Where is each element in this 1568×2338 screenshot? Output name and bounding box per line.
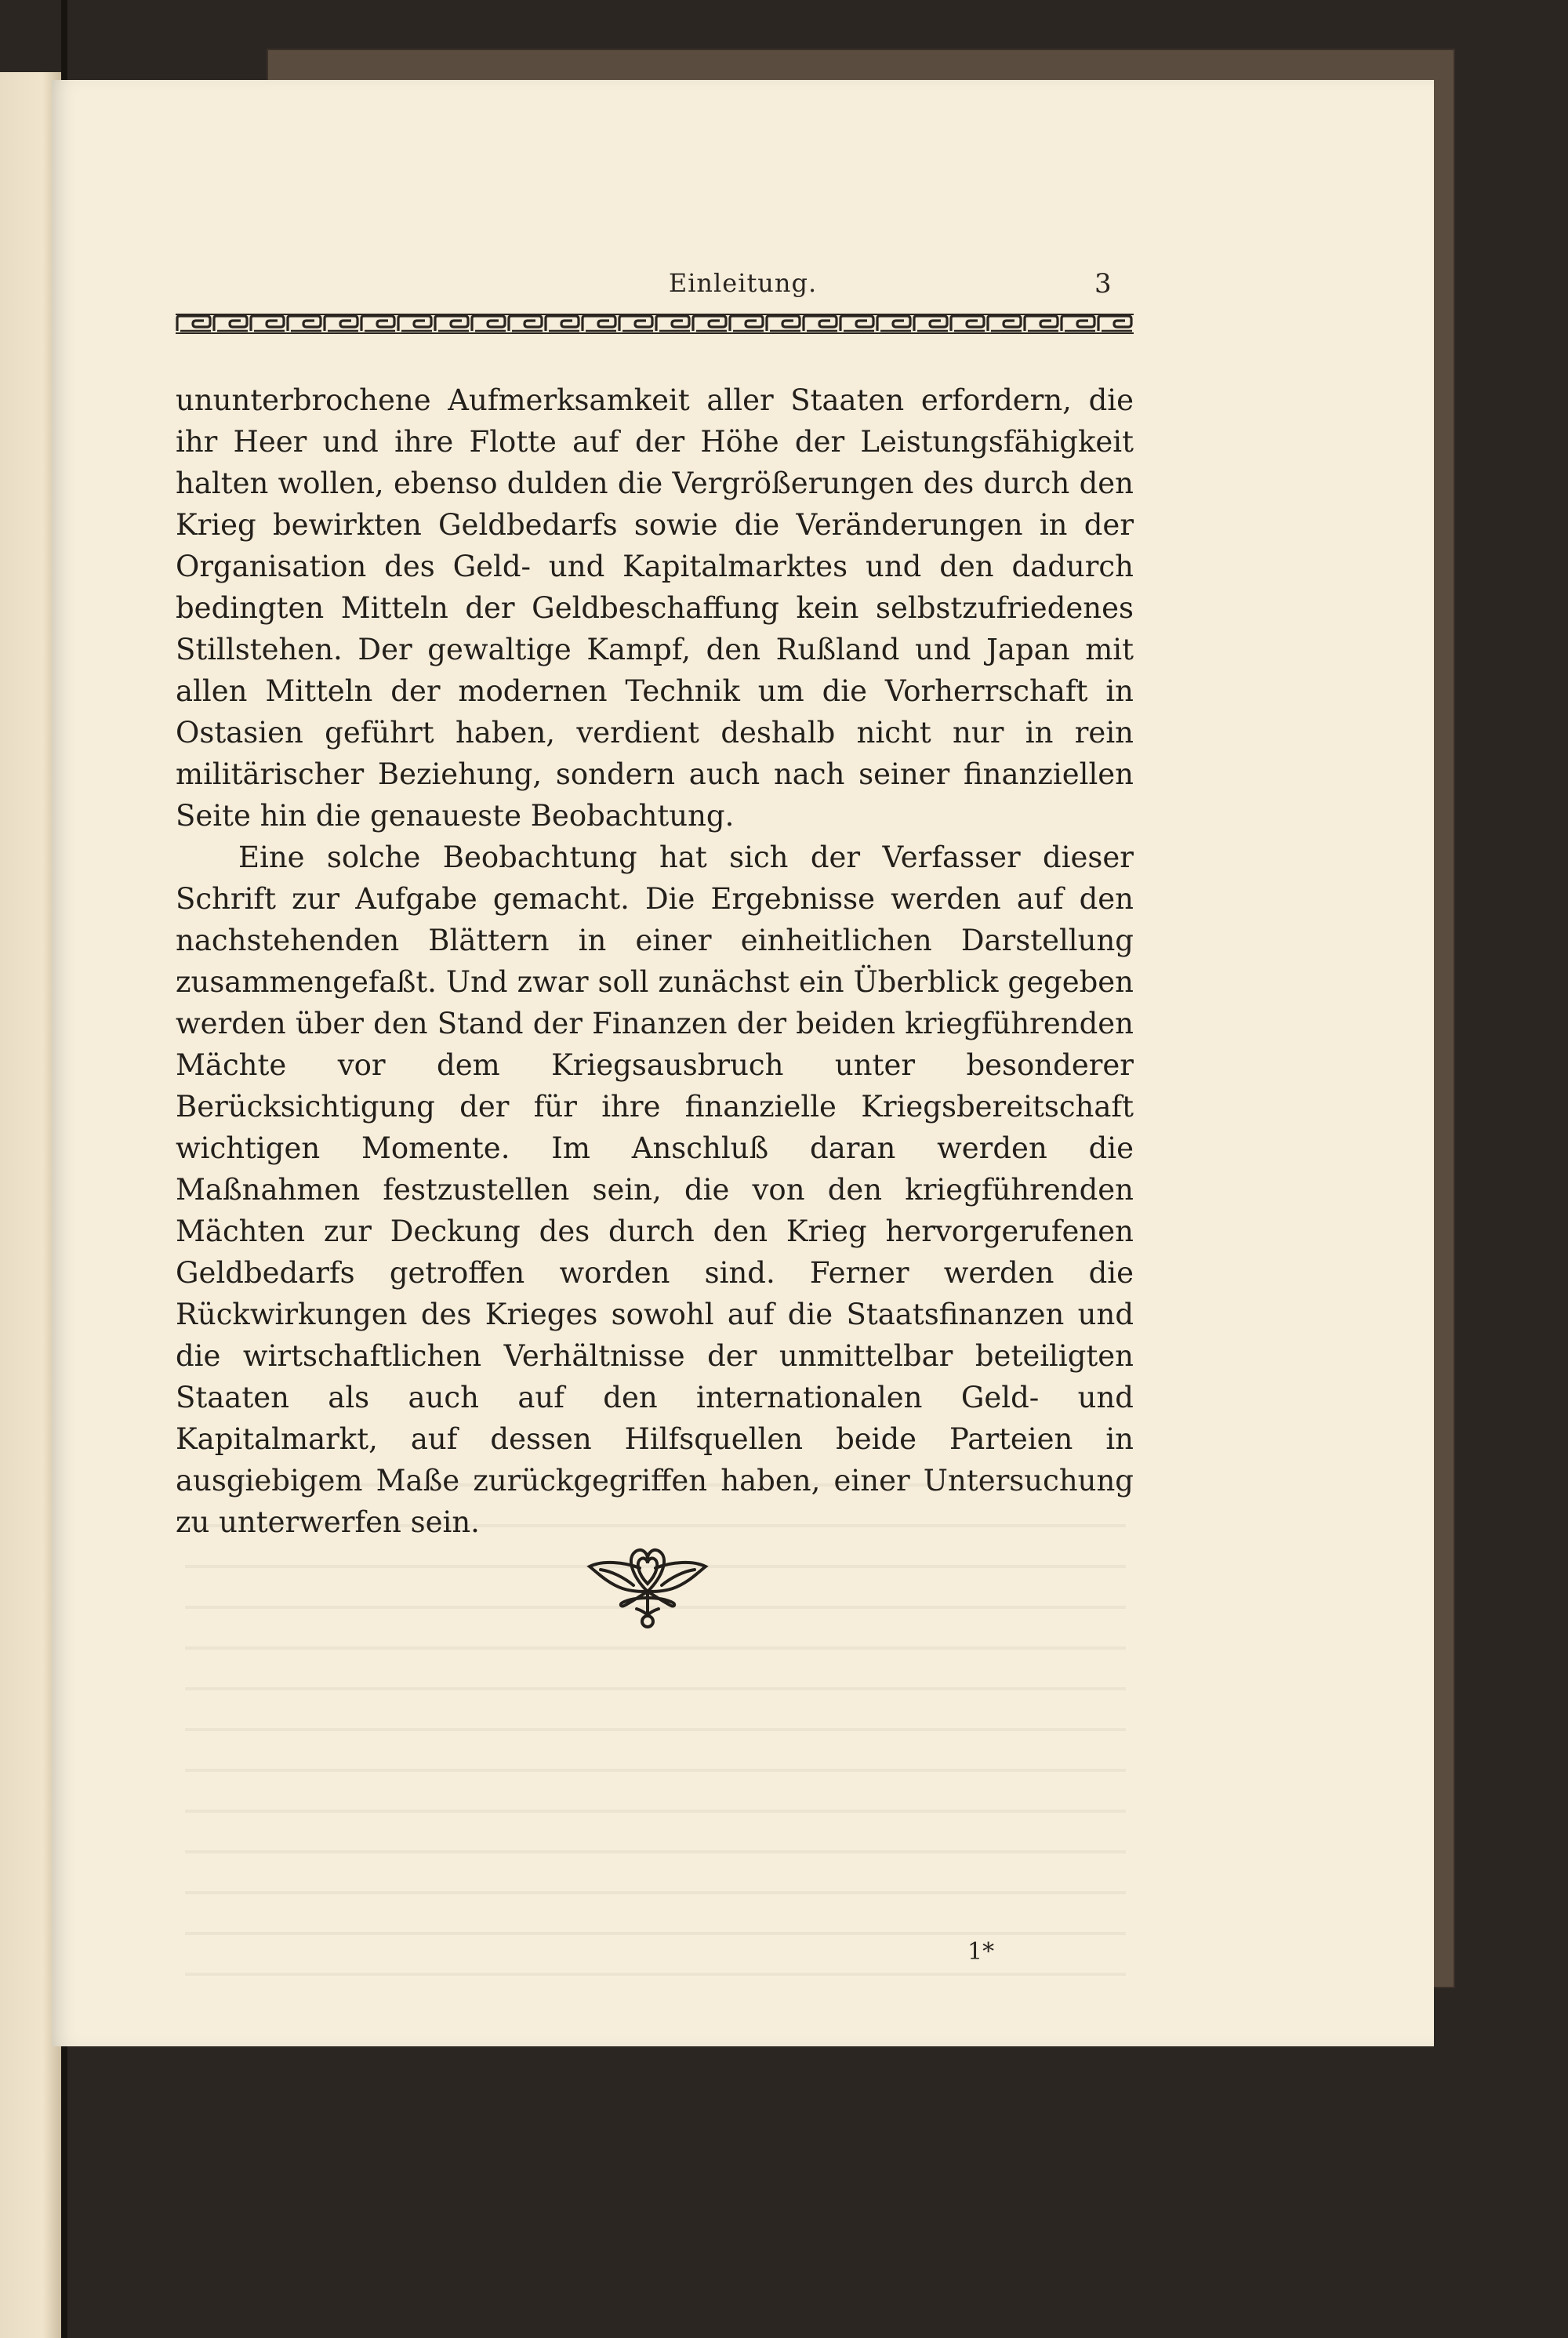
book-page [52, 80, 1434, 2046]
paragraph-1: ununterbrochene Aufmerksamkeit aller Staaten erfordern, die ihr Heer und ihre Flotte auf der Höhe der Leistungsfähigkeit halten wollen, ebenso dulden die Vergrößerungen des durch den Krieg bewirkten Geldbedarfs sowie die Veränderungen in der Organisation des Geld- und Kapitalmarktes und den dadurch bedingten Mitteln der Geldbeschaffung kein selbstzufriedenes Stillstehen. Der gewaltige Kampf, den Rußland und Japan mit allen Mitteln der modernen Technik um die Vorherrschaft in Ostasien geführt haben, verdient deshalb nicht nur in rein militärischer Beziehung, sondern auch nach seiner finanziellen Seite hin die genaueste Beobachtung. [176, 383, 1134, 833]
paragraph-2: Eine solche Beobachtung hat sich der Verfasser dieser Schrift zur Aufgabe gemacht. Die Ergebnisse werden auf den nachstehenden Blättern in einer einheitlichen Darstellung zusammengefaßt. Und zwar soll zunächst ein Überblick gegeben werden über den Stand der Finanzen der beiden kriegführenden Mächte vor dem Kriegsausbruch unter besonderer Berücksichtigung der für ihre finanzielle Kriegsbereitschaft wichtigen Momente. Im Anschluß daran werden die Maßnahmen festzustellen sein, die von den kriegführenden Mächten zur Deckung des durch den Krieg hervorgerufenen Geldbedarfs getroffen worden sind. Ferner werden die Rückwirkungen des Krieges sowohl auf die Staatsfinanzen und die wirtschaftlichen Verhältnisse der unmittelbar beteiligten Staaten als auch auf den internationalen Geld- und Kapitalmarkt, auf dessen Hilfsquellen beide Parteien in ausgiebigem Maße zurückgegriffen haben, einer Untersuchung zu unterwerfen sein. [176, 840, 1134, 1539]
heart-fleuron-icon [585, 1540, 710, 1642]
running-head: Einleitung. [668, 268, 818, 298]
signature-mark: 1* [967, 1938, 995, 1966]
body-text [176, 379, 1134, 1543]
meander-border-icon [176, 314, 1134, 334]
page-number: 3 [1094, 268, 1112, 300]
